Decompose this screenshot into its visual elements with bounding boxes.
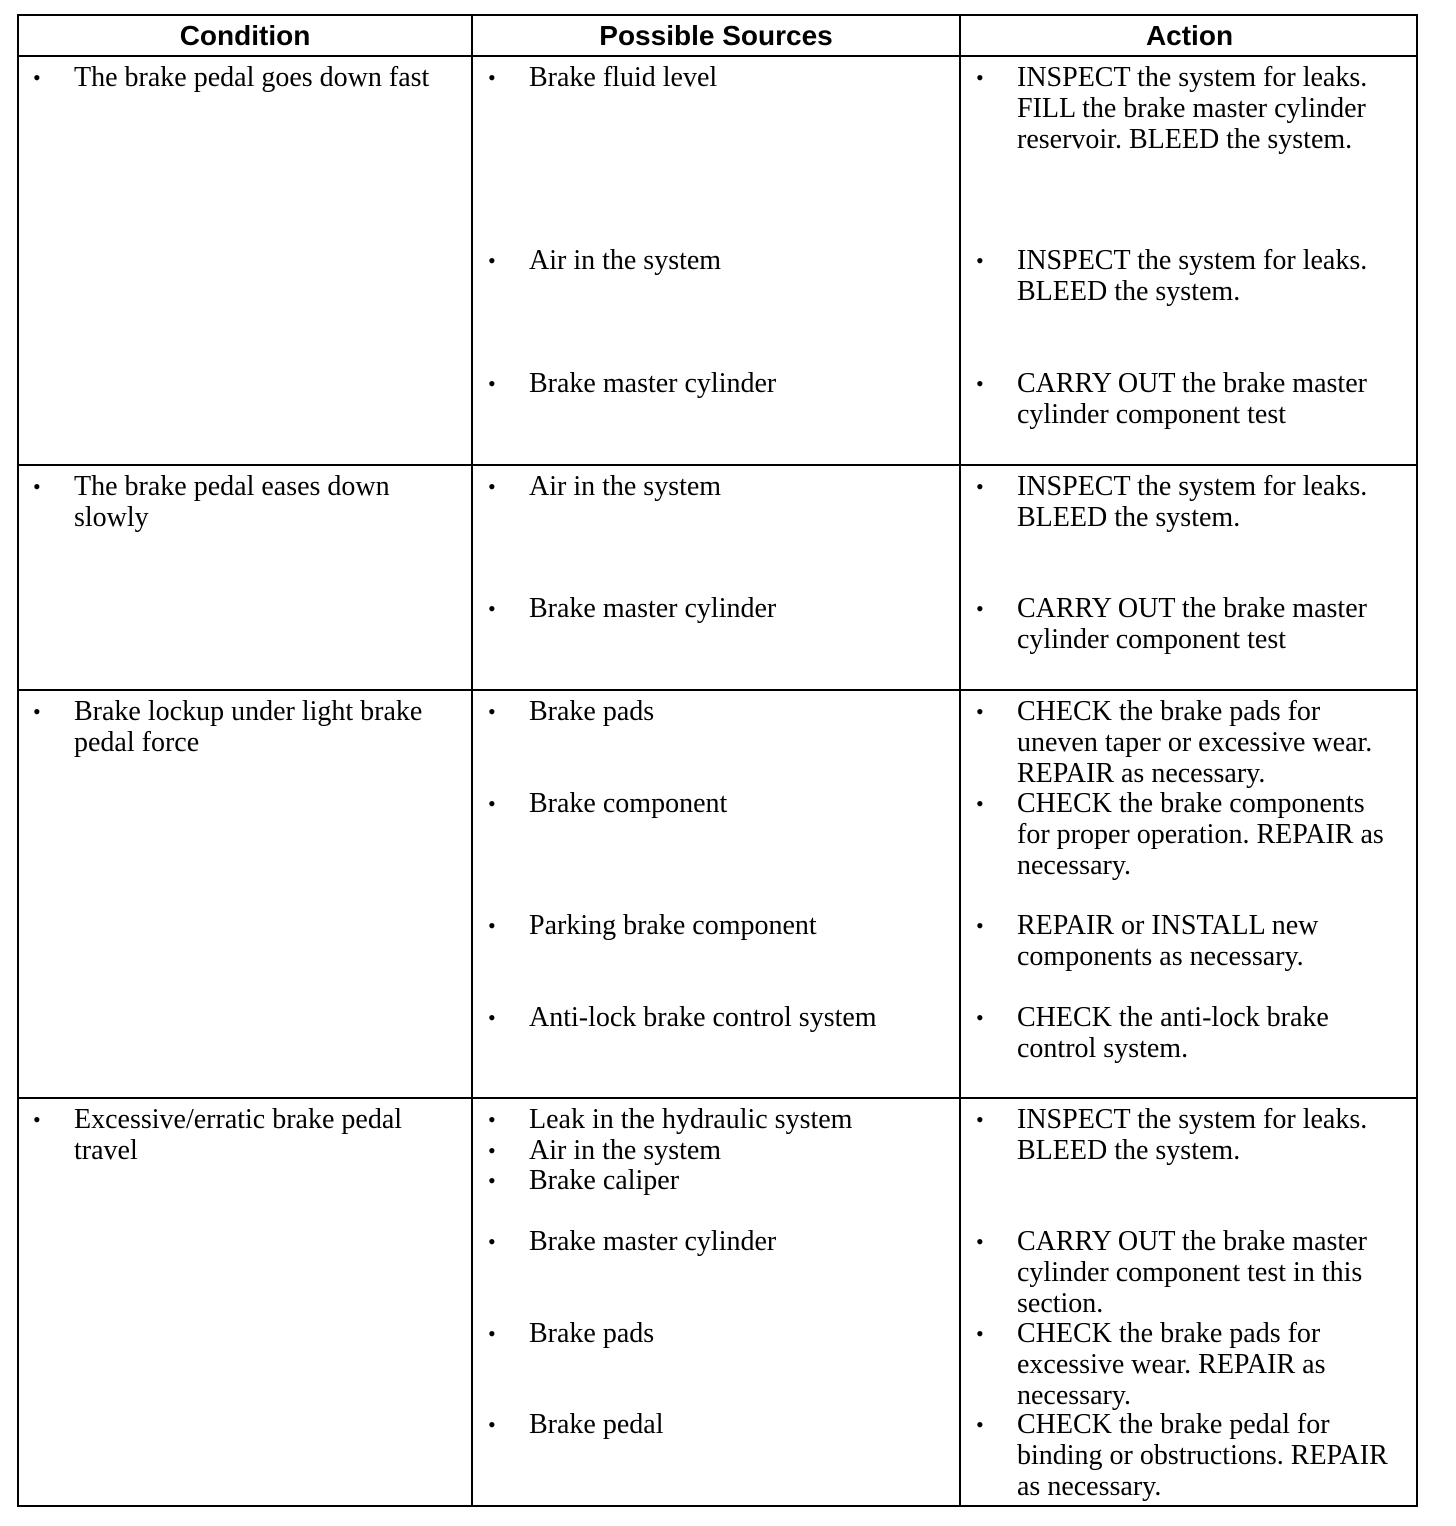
action-item: • INSPECT the system for leaks. BLEED the system.: [976, 245, 1368, 307]
source-item: • Brake master cylinder: [488, 1226, 777, 1257]
source-item: • Brake fluid level: [488, 62, 718, 93]
action-item: • CHECK the anti-lock brake control system.: [976, 1002, 1329, 1064]
action-item: • CARRY OUT the brake master cylinder component test in this section.: [976, 1226, 1367, 1319]
action-item: • INSPECT the system for leaks. FILL the brake master cylinder reservoir. BLEED the system.: [976, 62, 1368, 155]
source-item: • Brake pads: [488, 1318, 655, 1349]
source-item: • Brake component: [488, 788, 728, 819]
column-divider: [471, 16, 473, 1505]
action-item: • CARRY OUT the brake master cylinder component test: [976, 368, 1367, 430]
header-possible-sources: Possible Sources: [599, 20, 833, 51]
action-item: • CARRY OUT the brake master cylinder component test: [976, 593, 1367, 655]
source-item: • Brake pedal: [488, 1409, 664, 1440]
condition-cell: • Brake lockup under light brake pedal force: [33, 696, 423, 758]
source-item: • Air in the system: [488, 471, 722, 502]
action-item: • INSPECT the system for leaks. BLEED the system.: [976, 1104, 1368, 1166]
row-divider: [19, 464, 1416, 466]
action-item: • CHECK the brake components for proper operation. REPAIR as necessary.: [976, 788, 1384, 881]
source-item: • Brake caliper: [488, 1165, 680, 1196]
action-item: • CHECK the brake pads for uneven taper or excessive wear. REPAIR as necessary.: [976, 696, 1373, 789]
source-item: • Air in the system: [488, 245, 722, 276]
action-item: • REPAIR or INSTALL new components as necessary.: [976, 910, 1319, 972]
header-action: Action: [1145, 20, 1234, 51]
source-item: • Air in the system: [488, 1135, 722, 1166]
source-item: • Brake pads: [488, 696, 655, 727]
condition-cell: • The brake pedal goes down fast: [33, 62, 430, 93]
action-item: • INSPECT the system for leaks. BLEED the system.: [976, 471, 1368, 533]
source-item: • Parking brake component: [488, 910, 817, 941]
source-item: • Leak in the hydraulic system: [488, 1104, 853, 1135]
condition-cell: • The brake pedal eases down slowly: [33, 471, 390, 533]
action-item: • CHECK the brake pads for excessive wear. REPAIR as necessary.: [976, 1318, 1326, 1411]
source-item: • Brake master cylinder: [488, 368, 777, 399]
condition-cell: • Excessive/erratic brake pedal travel: [33, 1104, 403, 1166]
column-divider: [959, 16, 961, 1505]
header-condition: Condition: [179, 20, 311, 51]
diagnosis-table: [17, 14, 1418, 1507]
row-divider: [19, 1097, 1416, 1099]
source-item: • Anti-lock brake control system: [488, 1002, 877, 1033]
action-item: • CHECK the brake pedal for binding or obstructions. REPAIR as necessary.: [976, 1409, 1388, 1502]
source-item: • Brake master cylinder: [488, 593, 777, 624]
row-divider: [19, 689, 1416, 691]
